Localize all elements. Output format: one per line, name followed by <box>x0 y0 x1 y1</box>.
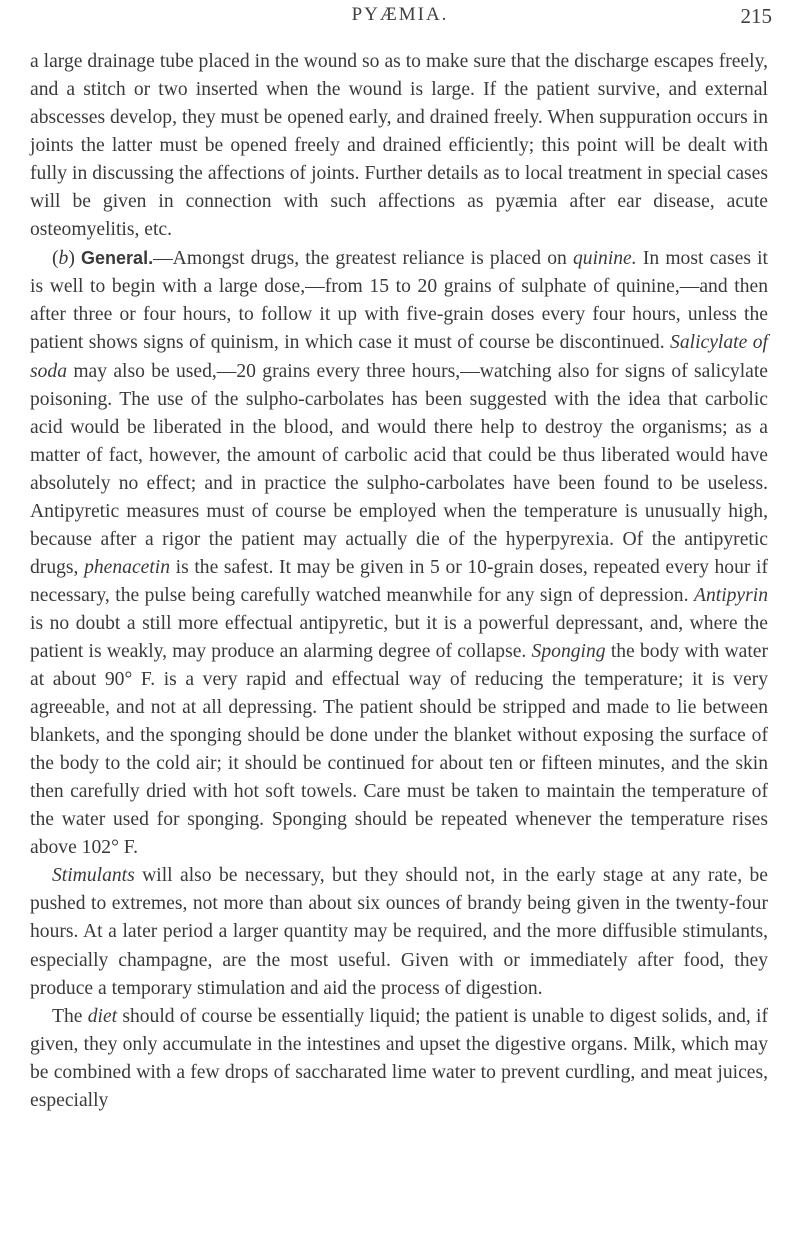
term-quinine: quinine. <box>572 248 637 270</box>
running-title: PYÆMIA. <box>351 4 449 25</box>
paragraph-general-treatment <box>30 244 768 862</box>
paragraph-local-treatment: a large drainage tube placed in the wound so as to make sure that the discharge escapes freely, and a stitch or two inserted when the wound is large. If the patient survive, and external abscesses develop, they must be opened early, and drained freely. When suppuration occurs in joints the latter must be opened freely and drained efficiently; this point will be dealt with fully in discussing the affections of joints. Further details as to local treatment in special cases will be given in connection with such affections as pyæmia after ear disease, acute osteomyelitis, etc. <box>30 51 768 241</box>
text-run: —Amongst drugs, the greatest reliance is placed on <box>153 248 573 270</box>
body-text <box>30 48 768 1115</box>
paragraph-stimulants <box>30 862 768 1002</box>
text-run: is the safest. It may be given in 5 or 10-grain doses, repeated every hour if necessary, the pulse being carefully watched meanwhile for any sign of depression. <box>30 556 768 606</box>
paragraph-diet <box>30 1003 768 1115</box>
page-number: 215 <box>740 4 772 28</box>
term-antipyrin: Antipyrin <box>693 584 768 606</box>
term-sponging: Sponging <box>531 640 606 662</box>
text-run: The <box>52 1005 88 1027</box>
term-salicylate-of-soda: Salicylate of soda <box>30 332 768 382</box>
term-diet: diet <box>87 1005 118 1027</box>
paren-open: ( <box>52 248 59 270</box>
text-run: will also be necessary, but they should not, in the early stage at any rate, be pushed to extremes, not more than about six ounces of brandy being given in the twenty-four hours. At a later period a larger quantity may be required, and the more diffusible stimulants, especially champagne, are the most useful. Given with or immediately after food, they produce a temporary stimulation and aid the process of digestion. <box>30 865 768 999</box>
text-run: is no doubt a still more effectual antipyretic, but it is a powerful depressant, and, where the patient is weakly, may produce an alarming degree of collapse. <box>30 612 768 662</box>
term-stimulants: Stimulants <box>52 865 135 887</box>
paren-close: ) <box>68 248 82 270</box>
term-phenacetin: phenacetin <box>84 556 171 578</box>
section-heading-general: General. <box>81 248 154 269</box>
text-run: may also be used,—20 grains every three hours,—watching also for signs of salicylate poisoning. The use of the sulpho-carbolates has been suggested with the idea that carbolic acid would be liberated in the blood, and would there help to destroy the organisms; as a matter of fact, however, the amount of carbolic acid that could be thus liberated would have absolutely no effect; and in practice the sulpho-carbolates have been found to be useless. Antipyretic measures must of course be employed when the temperature is unusually high, because after a rigor the patient may actually die of the hyperpyrexia. Of the antipyretic drugs, <box>30 360 768 578</box>
text-run: In most cases it is well to begin with a large dose,—from 15 to 20 grains of sulphate of quinine,—and then after three or four hours, to follow it up with five-grain doses every four hours, unless the patient shows signs of quinism, in which case it must of course be discontinued. <box>30 248 768 354</box>
text-run: should of course be essentially liquid; the patient is unable to digest solids, and, if given, they only accumulate in the intestines and upset the digestive organs. Milk, which may be combined with a few drops of saccharated lime water to prevent curdling, and meat juices, especially <box>30 1005 768 1111</box>
text-run: the body with water at about 90° F. is a very rapid and effectual way of reducing the temperature; it is very agreeable, and not at all depressing. The patient should be stripped and made to lie between blankets, and the sponging should be done under the blanket without exposing the surface of the body to the cold air; it should be continued for about ten or fifteen minutes, and the skin then carefully dried with hot soft towels. Care must be taken to maintain the temperature of the water used for sponging. Sponging should be repeated whenever the temperature rises above 102° F. <box>30 640 768 859</box>
section-letter: b <box>58 248 69 270</box>
